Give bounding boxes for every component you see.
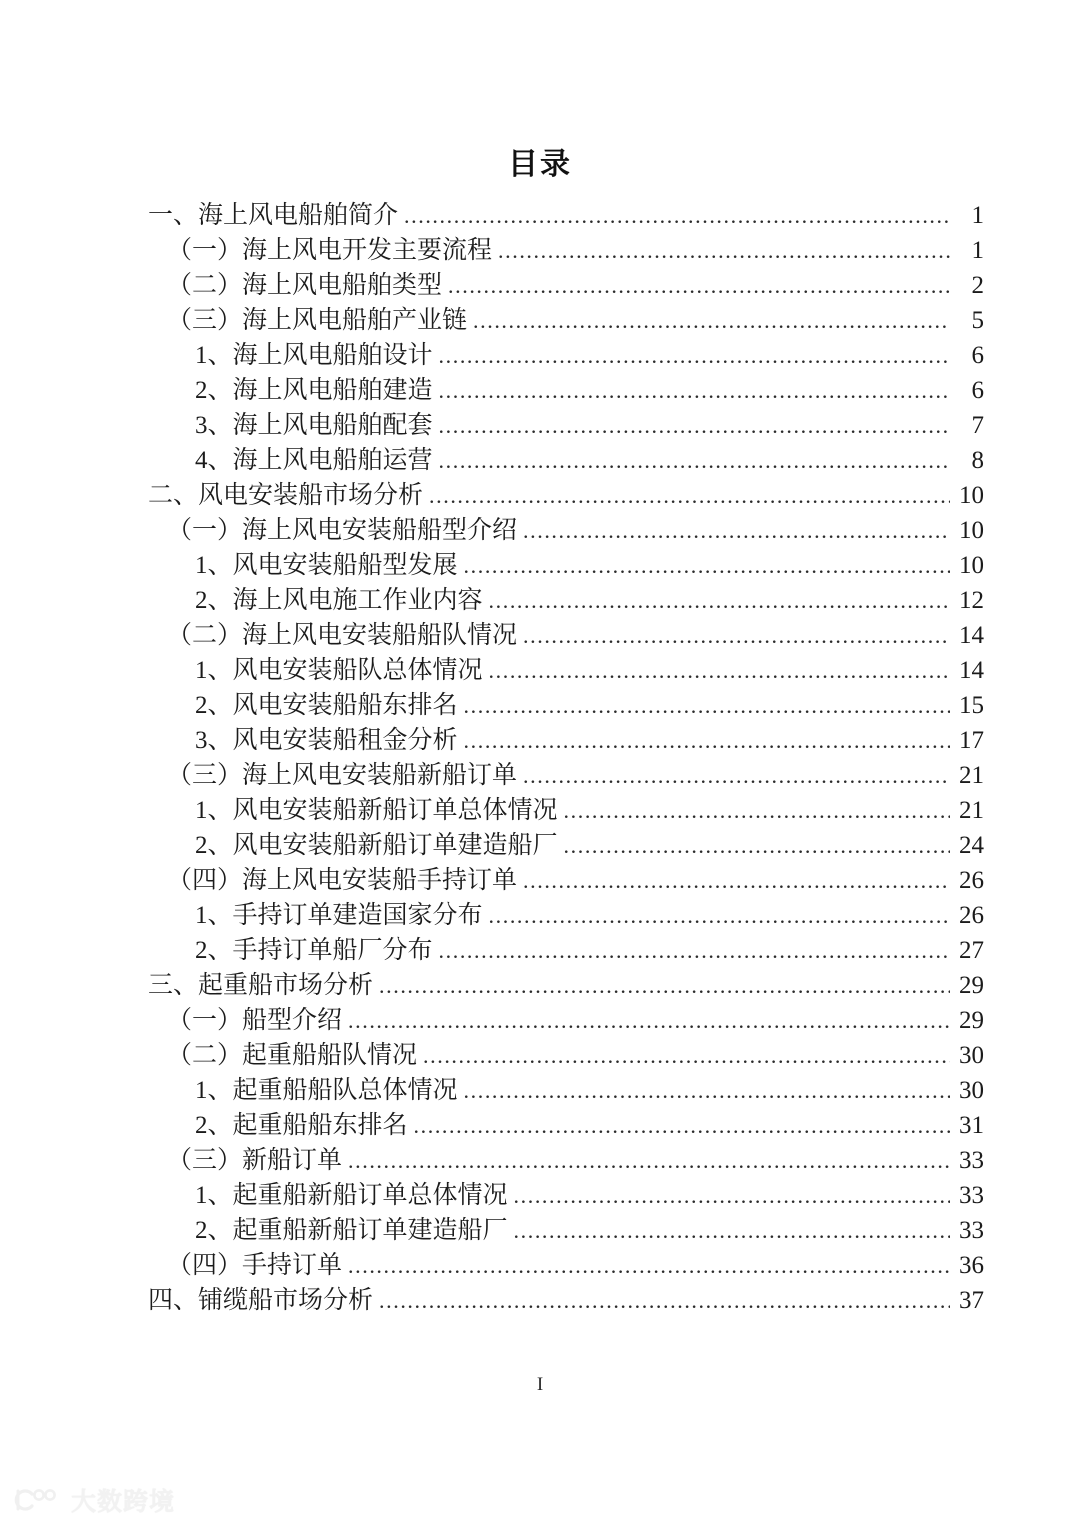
toc-dot-leader: [473, 313, 950, 338]
toc-dot-leader: [429, 488, 950, 513]
toc-dot-leader: [489, 593, 950, 618]
toc-entry-label: （四）手持订单: [167, 1252, 343, 1279]
toc-entry-page-number: 33: [959, 1182, 984, 1209]
toc-entry[interactable]: [195, 548, 984, 583]
toc-entry-label: 2、起重船新船订单建造船厂: [195, 1217, 508, 1244]
toc-entry-label: （四）海上风电安装船手持订单: [167, 867, 518, 894]
toc-entry-page-number: 30: [959, 1042, 984, 1069]
toc-entry[interactable]: [167, 1248, 984, 1283]
toc-dot-leader: [439, 453, 950, 478]
toc-entry-label: 2、风电安装船船东排名: [195, 692, 458, 719]
toc-entry-page-number: 14: [959, 657, 984, 684]
toc-entry[interactable]: [195, 828, 984, 863]
toc-entry-label: 三、起重船市场分析: [148, 972, 374, 999]
toc-entry[interactable]: [167, 618, 984, 653]
toc-dot-leader: [439, 383, 950, 408]
toc-dot-leader: [489, 663, 950, 688]
toc-entry-page-number: 7: [971, 412, 984, 439]
toc-entry-page-number: 10: [959, 482, 984, 509]
toc-entry-label: （二）海上风电安装船船队情况: [167, 622, 518, 649]
toc-dot-leader: [523, 628, 950, 653]
toc-entry-page-number: 33: [959, 1147, 984, 1174]
toc-dot-leader: [448, 278, 950, 303]
toc-entry-page-number: 5: [971, 307, 984, 334]
toc-entry-page-number: 12: [959, 587, 984, 614]
toc-entry-page-number: 33: [959, 1217, 984, 1244]
toc-entry[interactable]: [167, 1038, 984, 1073]
toc-entry[interactable]: [195, 1178, 984, 1213]
toc-entry[interactable]: [148, 968, 984, 1003]
toc-entry[interactable]: [148, 1283, 984, 1318]
toc-entry-label: （一）海上风电开发主要流程: [167, 237, 493, 264]
toc-entry-page-number: 31: [959, 1112, 984, 1139]
toc-entry-label: （二）起重船船队情况: [167, 1042, 418, 1069]
toc-entry[interactable]: [195, 898, 984, 933]
toc-entry-page-number: 14: [959, 622, 984, 649]
toc-entry[interactable]: [195, 1213, 984, 1248]
toc-entry-page-number: 6: [971, 377, 984, 404]
toc-entry-page-number: 10: [959, 517, 984, 544]
toc-entry-label: （二）海上风电船舶类型: [167, 272, 443, 299]
toc-dot-leader: [464, 558, 950, 583]
toc-entry-page-number: 6: [971, 342, 984, 369]
toc-dot-leader: [414, 1118, 950, 1143]
toc-entry-page-number: 29: [959, 972, 984, 999]
toc-entry-label: 2、海上风电施工作业内容: [195, 587, 483, 614]
toc-dot-leader: [439, 348, 950, 373]
toc-dot-leader: [489, 908, 950, 933]
toc-entry-label: 4、海上风电船舶运营: [195, 447, 433, 474]
toc-dot-leader: [379, 978, 950, 1003]
toc-entry-label: 一、海上风电船舶简介: [148, 202, 399, 229]
toc-entry-page-number: 1: [971, 237, 984, 264]
toc-entry-page-number: 21: [959, 762, 984, 789]
toc-dot-leader: [564, 803, 950, 828]
toc-entry-label: 1、海上风电船舶设计: [195, 342, 433, 369]
toc-entry[interactable]: [167, 863, 984, 898]
toc-dot-leader: [439, 418, 950, 443]
toc-entry-label: 2、手持订单船厂分布: [195, 937, 433, 964]
toc-entry[interactable]: [167, 1143, 984, 1178]
toc-entry-page-number: 26: [959, 867, 984, 894]
brand-logo-icon: [14, 1487, 62, 1513]
toc-dot-leader: [464, 733, 950, 758]
toc-entry-page-number: 2: [971, 272, 984, 299]
toc-entry-label: 二、风电安装船市场分析: [148, 482, 424, 509]
toc-entry[interactable]: [167, 268, 984, 303]
toc-entry[interactable]: [195, 443, 984, 478]
toc-entry-label: （三）海上风电船舶产业链: [167, 307, 468, 334]
toc-dot-leader: [523, 768, 950, 793]
toc-entry-label: 1、风电安装船队总体情况: [195, 657, 483, 684]
toc-entry[interactable]: [195, 1108, 984, 1143]
toc-entry-page-number: 17: [959, 727, 984, 754]
toc-entry[interactable]: [148, 478, 984, 513]
toc-entry-page-number: 36: [959, 1252, 984, 1279]
toc-entry[interactable]: [195, 933, 984, 968]
toc-dot-leader: [464, 698, 950, 723]
toc-entry-page-number: 24: [959, 832, 984, 859]
toc-dot-leader: [523, 523, 950, 548]
toc-entry-label: 2、起重船船东排名: [195, 1112, 408, 1139]
toc-entry-label: 1、手持订单建造国家分布: [195, 902, 483, 929]
toc-dot-leader: [514, 1223, 950, 1248]
toc-entry[interactable]: [167, 513, 984, 548]
toc-entry[interactable]: [148, 198, 984, 233]
toc-entry-label: 2、海上风电船舶建造: [195, 377, 433, 404]
toc-dot-leader: [498, 243, 950, 268]
toc-entry-label: （三）海上风电安装船新船订单: [167, 762, 518, 789]
toc-entry[interactable]: [195, 583, 984, 618]
toc-dot-leader: [564, 838, 950, 863]
toc-entry-label: 1、起重船船队总体情况: [195, 1077, 458, 1104]
table-of-contents: [148, 198, 984, 1318]
toc-entry-page-number: 8: [971, 447, 984, 474]
toc-entry[interactable]: [167, 758, 984, 793]
toc-dot-leader: [423, 1048, 950, 1073]
toc-entry[interactable]: [167, 233, 984, 268]
toc-entry-page-number: 30: [959, 1077, 984, 1104]
toc-dot-leader: [404, 208, 950, 233]
toc-entry[interactable]: [195, 408, 984, 443]
toc-dot-leader: [464, 1083, 950, 1108]
toc-entry-page-number: 15: [959, 692, 984, 719]
toc-entry-page-number: 1: [971, 202, 984, 229]
toc-entry-label: （三）新船订单: [167, 1147, 343, 1174]
toc-dot-leader: [439, 943, 950, 968]
toc-entry-label: 1、风电安装船船型发展: [195, 552, 458, 579]
toc-entry-label: 1、风电安装船新船订单总体情况: [195, 797, 558, 824]
toc-entry-label: 3、海上风电船舶配套: [195, 412, 433, 439]
toc-entry-label: 3、风电安装船租金分析: [195, 727, 458, 754]
watermark-text: 大数跨境: [71, 1488, 176, 1516]
toc-entry[interactable]: [195, 1073, 984, 1108]
toc-entry-page-number: 21: [959, 797, 984, 824]
toc-entry-page-number: 10: [959, 552, 984, 579]
toc-dot-leader: [348, 1258, 950, 1283]
toc-entry-label: （一）船型介绍: [167, 1007, 343, 1034]
toc-entry-page-number: 29: [959, 1007, 984, 1034]
toc-entry-page-number: 27: [959, 937, 984, 964]
footer-page-number: I: [536, 1374, 544, 1395]
toc-entry[interactable]: [167, 303, 984, 338]
toc-entry-label: （一）海上风电安装船船型介绍: [167, 517, 518, 544]
toc-entry[interactable]: [195, 723, 984, 758]
toc-entry-page-number: 37: [959, 1287, 984, 1314]
toc-entry-page-number: 26: [959, 902, 984, 929]
toc-entry-label: 1、起重船新船订单总体情况: [195, 1182, 508, 1209]
toc-dot-leader: [348, 1153, 950, 1178]
toc-entry[interactable]: [195, 373, 984, 408]
toc-entry[interactable]: [195, 688, 984, 723]
toc-entry-label: 四、铺缆船市场分析: [148, 1287, 374, 1314]
toc-entry[interactable]: [167, 1003, 984, 1038]
toc-entry[interactable]: [195, 338, 984, 373]
watermark: [14, 1482, 175, 1518]
toc-dot-leader: [348, 1013, 950, 1038]
toc-dot-leader: [523, 873, 950, 898]
toc-dot-leader: [514, 1188, 950, 1213]
toc-entry-label: 2、风电安装船新船订单建造船厂: [195, 832, 558, 859]
toc-dot-leader: [379, 1293, 950, 1318]
page-title: 目录: [508, 148, 572, 181]
toc-entry[interactable]: [195, 653, 984, 688]
toc-entry[interactable]: [195, 793, 984, 828]
